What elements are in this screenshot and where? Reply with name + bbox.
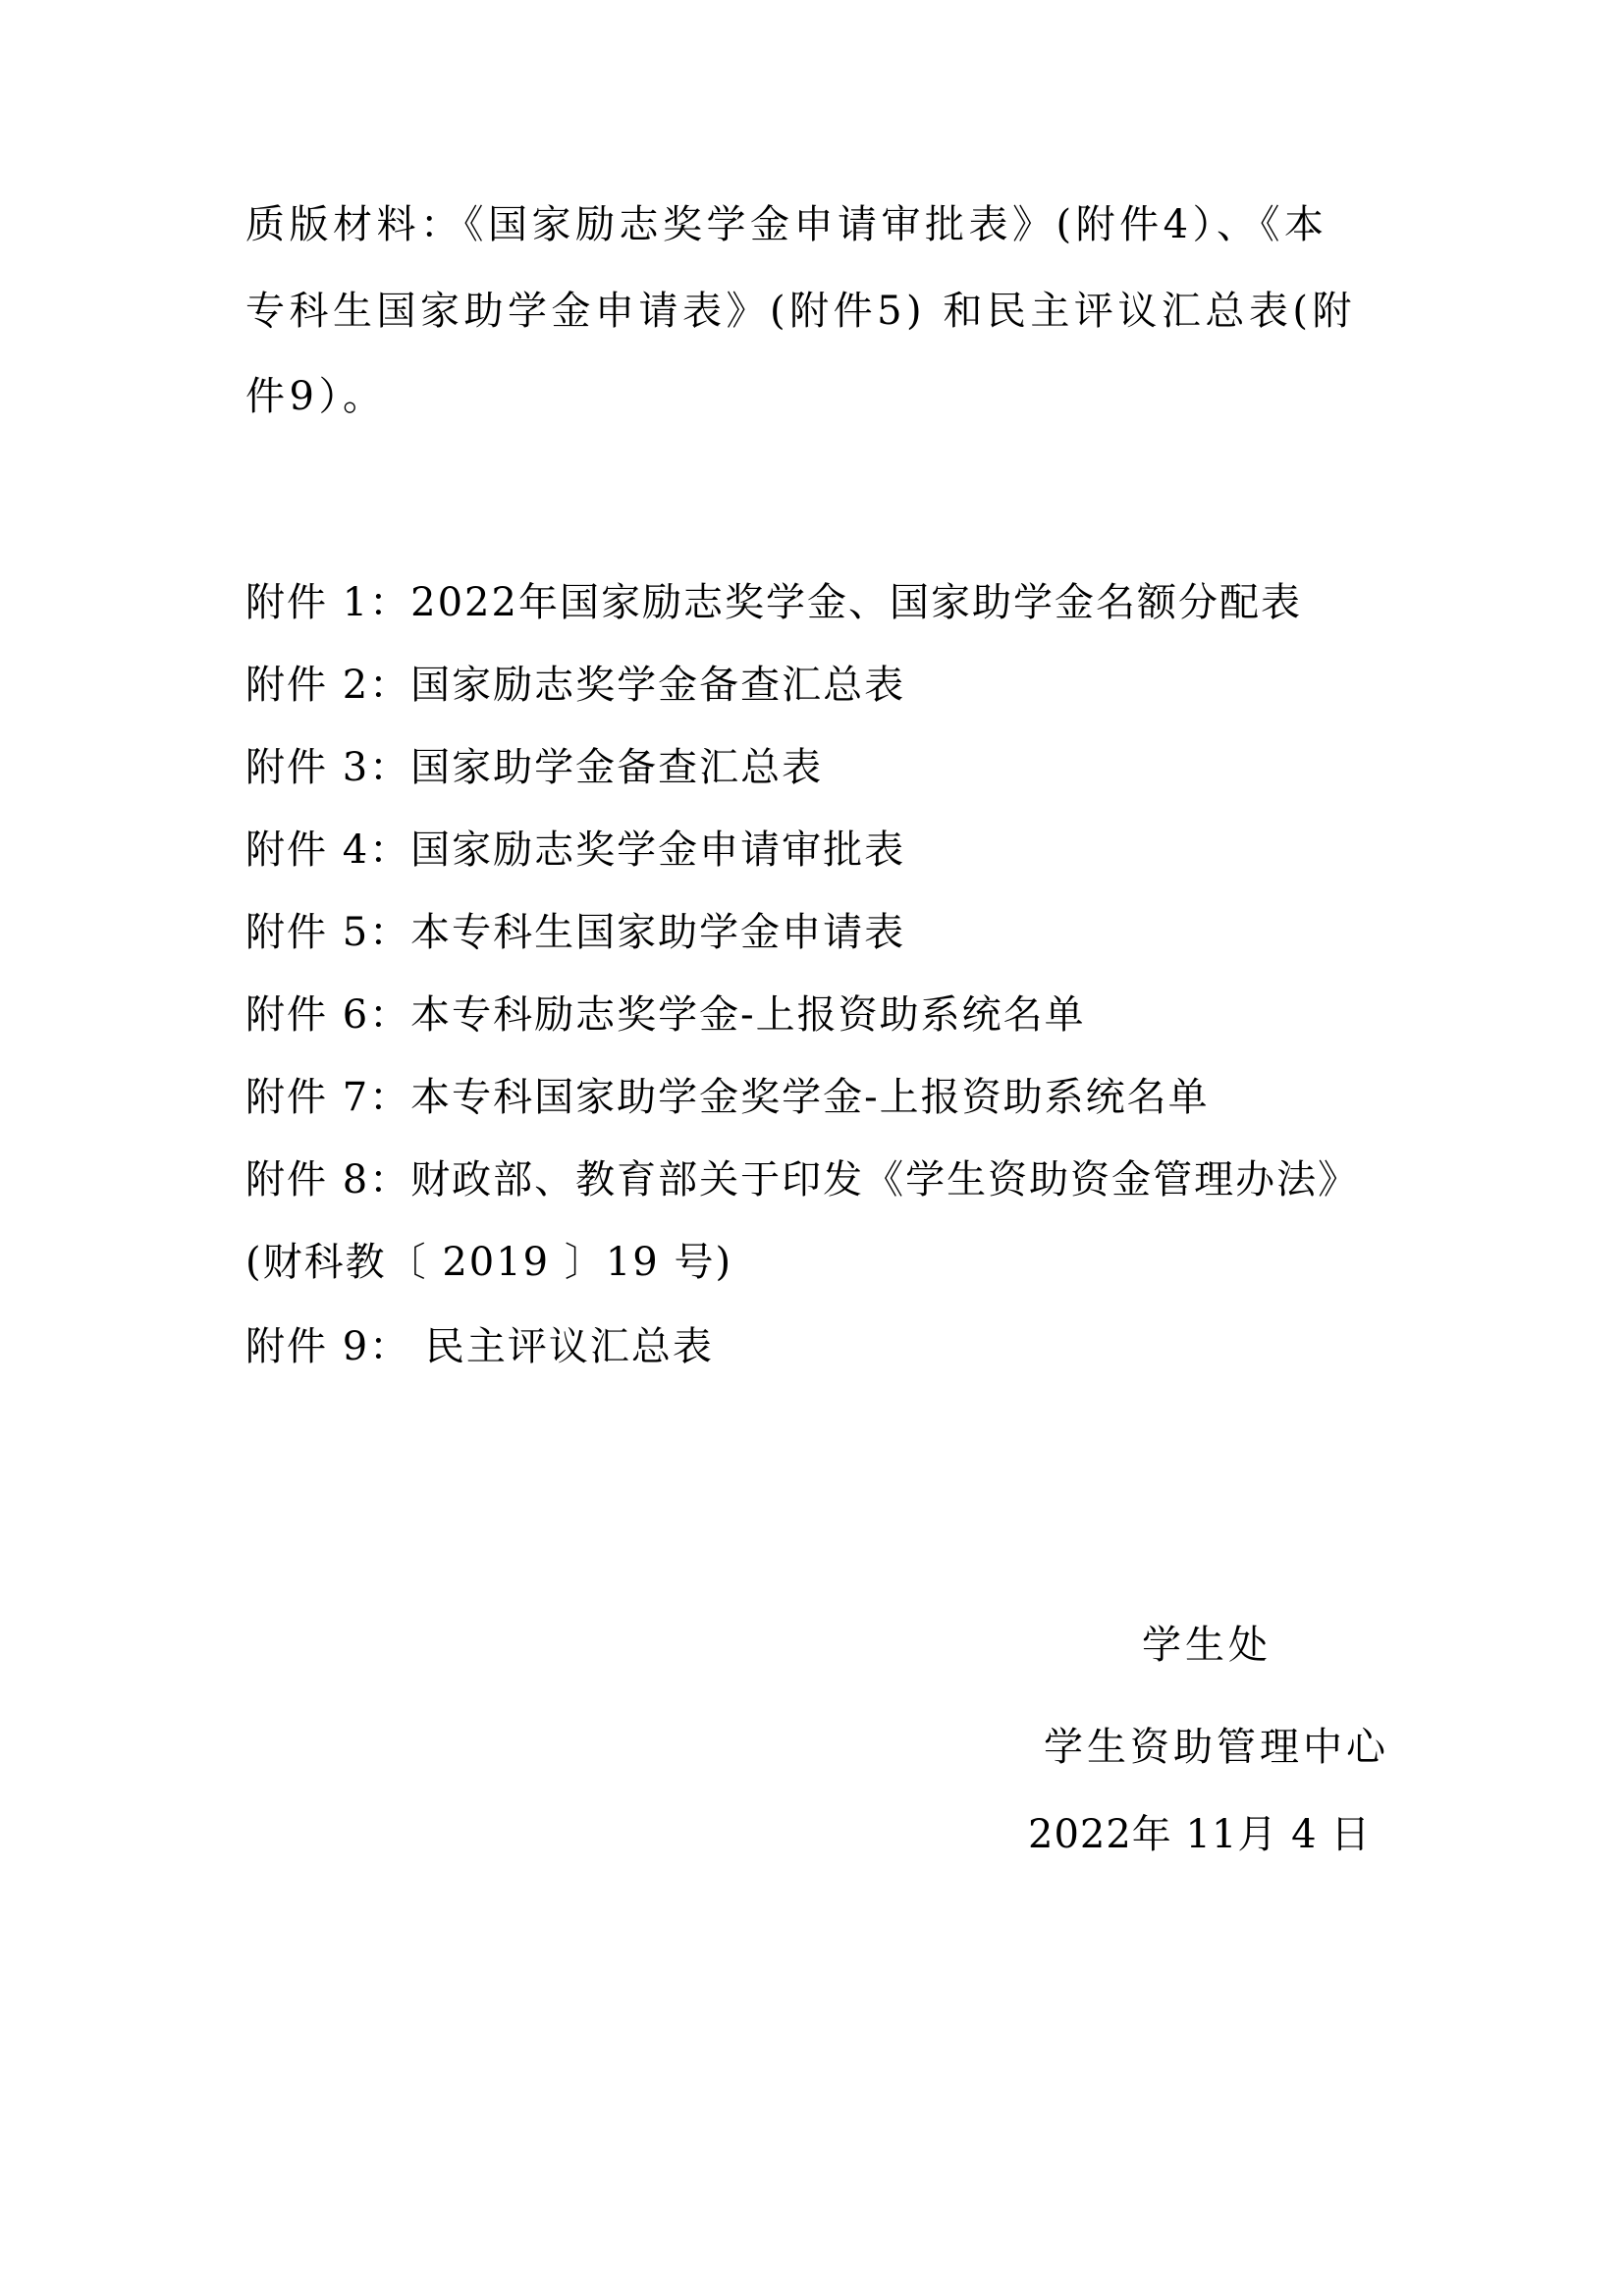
attachment-2: 附件 2：国家励志奖学金备查汇总表 [245,663,906,708]
attachment-5: 附件 5：本专科生国家助学金申请表 [245,910,906,955]
attachment-8-continuation: (财科教〔 2019 〕19 号) [245,1240,733,1285]
signature-center: 学生资助管理中心 [1044,1725,1389,1770]
paragraph-line-1: 质版材料：《国家励志奖学金申请审批表》(附件4）、《本 [245,202,1328,247]
signature-office: 学生处 [1142,1623,1272,1668]
attachment-8: 附件 8：财政部、教育部关于印发《学生资助资金管理办法》 [245,1157,1360,1202]
attachment-1: 附件 1：2022年国家励志奖学金、国家助学金名额分配表 [245,580,1302,625]
attachment-9: 附件 9： 民主评议汇总表 [245,1324,714,1369]
attachment-6: 附件 6：本专科励志奖学金-上报资助系统名单 [245,992,1086,1038]
paragraph-line-2: 专科生国家助学金申请表》(附件5) 和民主评议汇总表(附 [245,289,1356,334]
signature-date: 2022年 11月 4 日 [1028,1812,1372,1857]
attachment-3: 附件 3：国家助学金备查汇总表 [245,745,824,790]
paragraph-line-3: 件9）。 [245,374,387,419]
attachment-4: 附件 4：国家励志奖学金申请审批表 [245,828,906,873]
attachment-7: 附件 7：本专科国家助学金奖学金-上报资助系统名单 [245,1075,1210,1120]
